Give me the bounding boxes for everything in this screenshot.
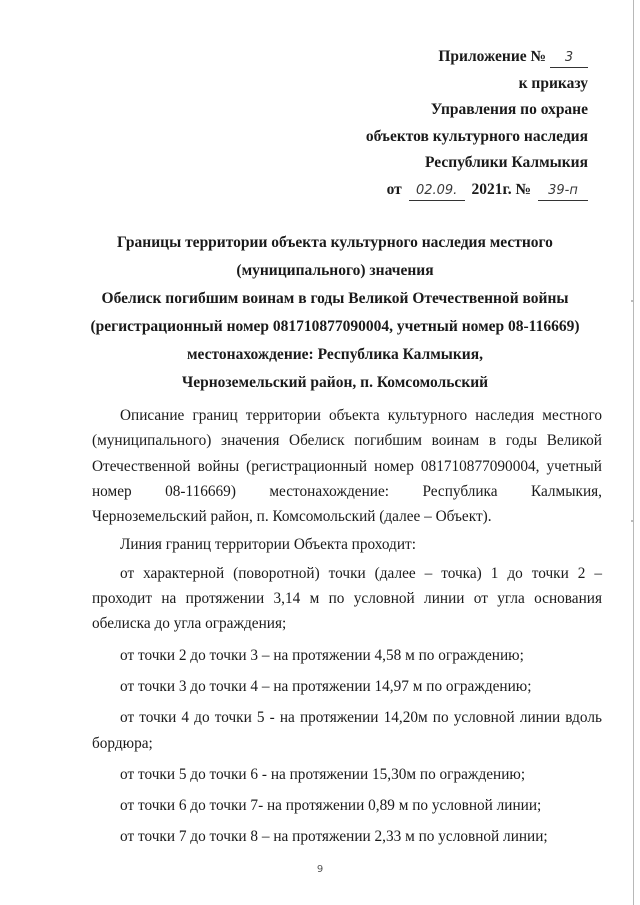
annex-number-line: Приложение № 3 <box>366 44 588 71</box>
boundary-item: от точки 2 до точки 3 – на протяжении 4,58 м по ограждению; <box>120 646 524 664</box>
annex-authority: Управления по охране <box>430 101 588 118</box>
boundary-item: от характерной (поворотной) точки (далее – точка) 1 до точки 2 – проходит на протяжении 3,14 м по условной линии от угла основания обелиска до угла ограждения; <box>92 564 602 633</box>
boundary-item: от точки 7 до точки 8 – на протяжении 2,33 м по условной линии; <box>120 828 548 846</box>
title-line: (муниципального) значения <box>236 262 434 279</box>
boundary-item: от точки 4 до точки 5 - на протяжении 14,20м по условной линии вдоль бордюра; <box>92 709 602 752</box>
scan-border <box>633 0 634 905</box>
page-number: 9 <box>316 864 324 875</box>
handwritten-annex-number: 3 <box>550 49 588 68</box>
title-line: (регистрационный номер 081710877090004, учетный номер 08-116669) <box>90 318 580 335</box>
annex-date-line: от 02.09. 2021г. № 39-п <box>366 177 588 204</box>
document-body <box>92 403 602 850</box>
boundary-item: от точки 5 до точки 6 - на протяжении 15,30м по ограждению; <box>120 765 526 783</box>
boundary-intro: Линия границ территории Объекта проходит: <box>120 536 416 554</box>
annex-authority-cont: объектов культурного наследия <box>365 127 588 145</box>
title-line: Обелиск погибшим воинам в годы Великой Отечественной войны <box>101 290 569 307</box>
annex-header <box>366 44 588 203</box>
description-paragraph: Описание границ территории объекта культурного наследия местного (муниципального) значения Обелиск погибшим воинам в годы Великой Отечественной войны (регистрационный номер 081710877090004, учетный номер 08-116669) местонахождение: Республика Калмыкия, Черноземельский район, п. Комсомольский (далее – Объект). <box>92 407 602 526</box>
title-line: Черноземельский район, п. Комсомольский <box>181 374 489 391</box>
title-line: Границы территории объекта культурного наследия местного <box>117 234 553 251</box>
annex-republic: Республики Калмыкия <box>425 154 588 171</box>
annex-order-ref: к приказу <box>518 74 588 92</box>
title-line: местонахождение: Республика Калмыкия, <box>186 346 483 363</box>
scan-speck <box>631 520 633 522</box>
scan-speck <box>631 300 633 302</box>
handwritten-order-number: 39-п <box>538 182 588 201</box>
handwritten-date: 02.09. <box>409 182 465 201</box>
boundary-item: от точки 3 до точки 4 – на протяжении 14,97 м по ограждению; <box>120 677 532 695</box>
document-title <box>70 229 600 397</box>
boundary-item: от точки 6 до точки 7- на протяжении 0,89 м по условной линии; <box>120 797 542 815</box>
